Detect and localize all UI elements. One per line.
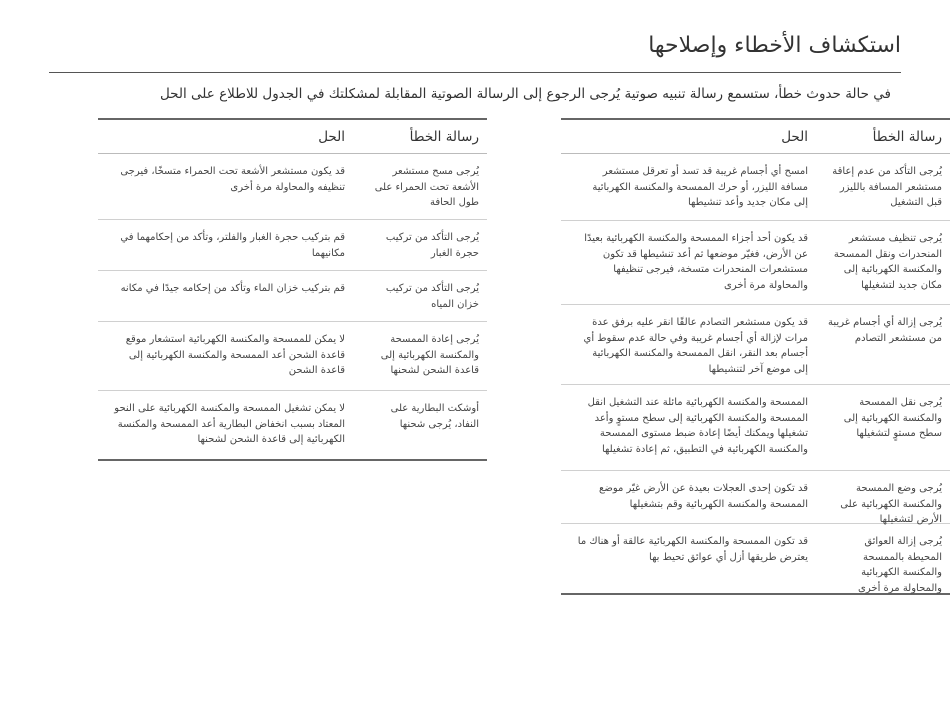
- solution-text: قد تكون الممسحة والمكنسة الكهربائية عالقة أو هناك ما يعترض طريقها أزل أي عوائق تحيط بها: [577, 536, 808, 563]
- solution-text: قد يكون مستشعر التصادم عالقًا انقر عليه برفق عدة مرات لإزالة أي أجسام غريبة وفي حالة عدم سقوط أي أجسام بعد النقر، انقل الممسحة والمكنسة الكهربائية إلى موضع آخر لتنشيطها: [583, 317, 808, 375]
- solution-text: لا يمكن للممسحة والمكنسة الكهربائية استشعار موقع قاعدة الشحن أعد الممسحة والمكنسة الكهربائية إلى قاعدة الشحن: [125, 334, 345, 377]
- intro-text: في حالة حدوث خطأ، ستسمع رسالة تنبيه صوتية يُرجى الرجوع إلى الرسالة الصوتية المقابلة لمشكلتك في الجدول للاطلاع على الحل: [159, 86, 891, 102]
- solution-text: قم بتركيب خزان الماء وتأكد من إحكامه جيدًا في مكانه: [120, 283, 345, 294]
- table-row: [561, 524, 950, 593]
- table-row: [561, 471, 950, 524]
- solution-text: قم بتركيب حجرة الغبار والفلتر، وتأكد من إحكامهما في مكانيهما: [120, 232, 345, 259]
- solution-text: قد يكون مستشعر الأشعة تحت الحمراء متسخًا، فيرجى تنظيفه والمحاولة مرة أخرى: [120, 166, 345, 193]
- header-solution: الحل: [318, 128, 345, 145]
- error-message: يُرجى تنظيف مستشعر المنحدرات ونقل الممسحة والمكنسة الكهربائية إلى مكان جديد لتشغيلها: [833, 233, 942, 291]
- page: [49, 0, 901, 105]
- table-row: [561, 385, 950, 471]
- table-row: [561, 154, 950, 221]
- table-row: [98, 220, 487, 271]
- header-solution: الحل: [781, 128, 808, 145]
- troubleshooting-table-left: [98, 118, 487, 461]
- error-message: يُرجى التأكد من عدم إعاقة مستشعر المسافة بالليزر قبل التشغيل: [832, 166, 942, 209]
- error-message: يُرجى التأكد من تركيب خزان المياه: [385, 283, 479, 310]
- table-row: [98, 322, 487, 391]
- header-error: رسالة الخطأ: [872, 128, 942, 145]
- error-message: يُرجى مسح مستشعر الأشعة تحت الحمراء على طول الحافة: [374, 166, 479, 209]
- error-message: أوشكت البطارية على النفاد، يُرجى شحنها: [390, 403, 479, 430]
- troubleshooting-table-right: [561, 118, 950, 595]
- table-row: [98, 154, 487, 220]
- page-title: استكشاف الأخطاء وإصلاحها: [49, 30, 901, 73]
- table-row: [561, 305, 950, 385]
- table-row: [98, 391, 487, 459]
- solution-text: امسح أي أجسام غريبة قد تسد أو تعرقل مستشعر مسافة الليزر، أو حرك الممسحة والمكنسة الكهربائية إلى مكان جديد وأعد تنشيطها: [592, 166, 808, 209]
- error-message: يُرجى التأكد من تركيب حجرة الغبار: [385, 232, 479, 259]
- error-message: يُرجى إعادة الممسحة والمكنسة الكهربائية إلى قاعدة الشحن لشحنها: [380, 334, 479, 377]
- table-row: [98, 271, 487, 322]
- solution-text: لا يمكن تشغيل الممسحة والمكنسة الكهربائية على النحو المعتاد بسبب انخفاض البطارية أعد الممسحة والمكنسة الكهربائية إلى قاعدة الشحن لشحنها: [114, 403, 345, 446]
- error-message: يُرجى إزالة العوائق المحيطة بالممسحة والمكنسة الكهربائية والمحاولة مرة أخرى: [858, 536, 942, 594]
- error-message: يُرجى نقل الممسحة والمكنسة الكهربائية إلى سطح مستوٍ لتشغيلها: [843, 397, 942, 440]
- error-message: يُرجى وضع الممسحة والمكنسة الكهربائية على الأرض لتشغيلها: [840, 483, 942, 526]
- solution-text: الممسحة والمكنسة الكهربائية مائلة عند التشغيل انقل الممسحة والمكنسة الكهربائية إلى سطح مستوٍ وأعد تشغيلها ويمكنك أيضًا إعادة ضبط مستوى الممسحة والمكنسة الكهربائية في التطبيق، ثم إعادة تشغيلها: [587, 397, 808, 455]
- solution-text: قد تكون إحدى العجلات بعيدة عن الأرض غيّر موضع الممسحة والمكنسة الكهربائية وقم بتشغيلها: [599, 483, 808, 510]
- error-message: يُرجى إزالة أي أجسام غريبة من مستشعر التصادم: [828, 317, 942, 344]
- table-header: [561, 120, 950, 154]
- table-row: [561, 221, 950, 305]
- solution-text: قد يكون أحد أجزاء الممسحة والمكنسة الكهربائية بعيدًا عن الأرض، فغيّر موضعها ثم أعد تنشيطها قد تكون مستشعرات المنحدرات متسخة، فيرجى تنظيفها والمحاولة مرة أخرى: [584, 233, 808, 291]
- header-error: رسالة الخطأ: [409, 128, 479, 145]
- table-header: [98, 120, 487, 154]
